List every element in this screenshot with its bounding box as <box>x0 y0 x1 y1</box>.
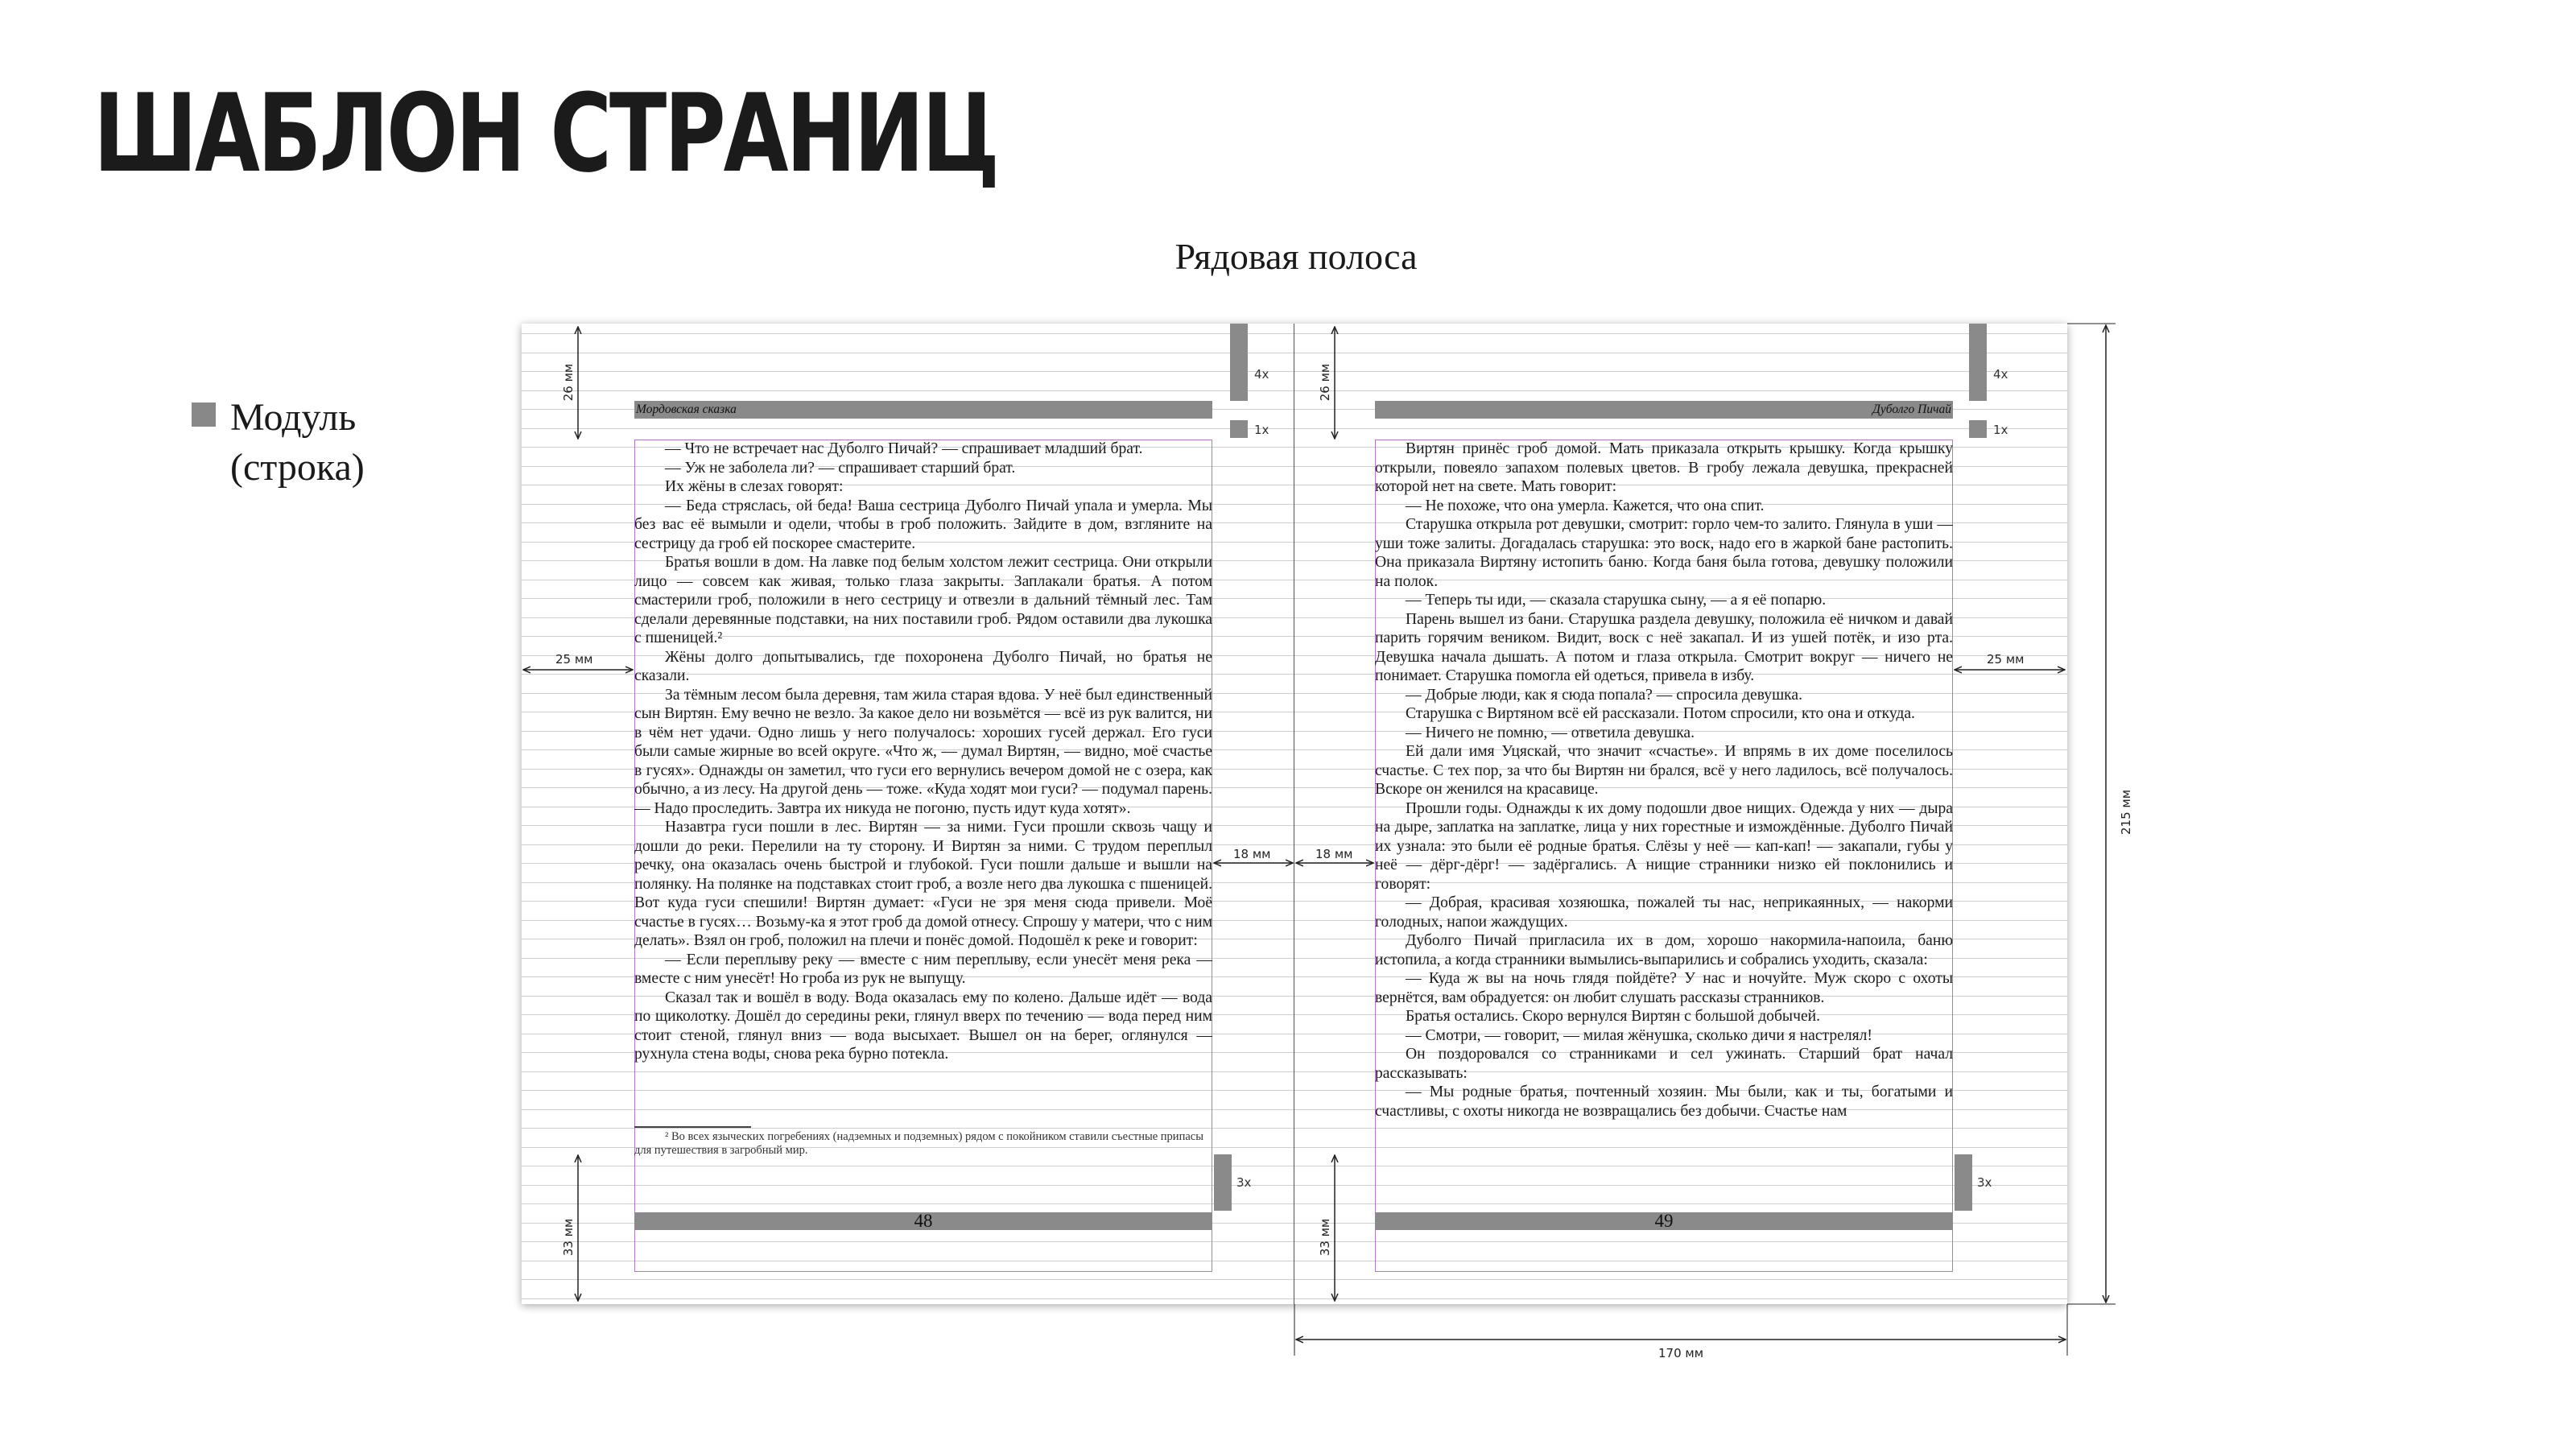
paragraph: — Беда стряслась, ой беда! Ваша сестрица Дуболго Пичай упала и умерла. Мы без вас её вымыли и одели, чтобы в гроб положить. Зайдите в дом, взгляните на сестрицу да гроб ей поскорее смастерите. <box>634 497 1212 552</box>
page-number-left: 48 <box>914 1211 933 1231</box>
page-number-right: 49 <box>1654 1211 1674 1231</box>
paragraph: За тёмным лесом была деревня, там жила старая вдова. У неё был единственный сын Виртян. Ему вечно не везло. За какое дело ни возьмётся — всё из рук валится, ни в чём нет удачи. Одно лишь у него получалось: хороших гусей держал. Его гуси были самые жирные во всей округе. «Что ж, — думал Виртян, — видно, моё счастье в гусях». Однажды он заметил, что гуси его вернулись вечером домой не с озера, как обычно, а из лесу. На другой день — тоже. «Куда ходят мои гуси? — подумал парень. — Надо проследить. Завтра их никуда не погоню, пусть идут куда хотят». <box>634 686 1212 817</box>
paragraph: Сказал так и вошёл в воду. Вода оказалась ему по колено. Дальше идёт — вода по щиколотку. Дошёл до середины реки, глянул вверх по течению — вода перед ним стоит стеной, глянул вниз — вода высыхает. Вышел он на берег, оглянулся — рухнула стена воды, снова река бурно потекла. <box>634 989 1212 1063</box>
module-label-4x-right: 4x <box>1993 367 2008 382</box>
module-label-1x-left: 1x <box>1254 423 1269 437</box>
dim-label-top-left: 26 мм <box>561 363 576 402</box>
module-label-4x-left: 4x <box>1254 367 1269 382</box>
module-label-3x-left: 3x <box>1236 1175 1252 1190</box>
paragraph: — Теперь ты иди, — сказала старушка сыну, — а я её попарю. <box>1406 592 1827 609</box>
paragraph: Жёны долго допытывались, где похоронена Дуболго Пичай, но братья не сказали. <box>634 648 1212 684</box>
paragraph: Старушка с Виртяном всё ей рассказали. Потом спросили, кто она и откуда. <box>1406 705 1915 722</box>
dim-label-top-right: 26 мм <box>1318 363 1332 402</box>
dim-label-outer-right: 25 мм <box>1987 652 2025 667</box>
module-label-3x-right: 3x <box>1977 1175 1992 1190</box>
paragraph: Ей дали имя Уцяскай, что значит «счастье». И впрямь в их доме поселилось счастье. С тех пор, за что бы Виртян ни брался, всё у него ладилось, всё получалось. Вскоре он женился на красавице. <box>1375 743 1953 798</box>
running-head-right: Дуболго Пичай <box>1872 402 1951 416</box>
paragraph: — Не похоже, что она умерла. Кажется, что она спит. <box>1406 497 1765 514</box>
paragraph: Их жёны в слезах говорят: <box>665 478 844 495</box>
dim-label-bottom-right: 33 мм <box>1318 1218 1332 1257</box>
paragraph: — Мы родные братья, почтенный хозяин. Мы были, как и ты, богатыми и счастливы, с охоты никогда не возвращались без добычи. Счастье нам <box>1375 1084 1953 1120</box>
paragraph: — Уж не заболела ли? — спрашивает старший брат. <box>665 459 1016 477</box>
paragraph: Братья вошли в дом. На лавке под белым холстом лежит сестрица. Они открыли лицо — совсем как живая, только глаза закрыты. Заплакали братья. А потом смастерили гроб, положили в него сестрицу и отвезли в дальний тёмный лес. Там сделали деревянные подставки, на них поставили гроб. Рядом оставили два лукошка с пшеницей.² <box>634 554 1212 646</box>
dim-label-inner-right: 18 мм <box>1315 847 1353 861</box>
paragraph: — Смотри, — говорит, — милая жёнушка, сколько дичи я настрелял! <box>1406 1026 1872 1044</box>
paragraph: Он поздоровался со странниками и сел ужинать. Старший брат начал рассказывать: <box>1375 1046 1953 1082</box>
dim-label-outer-left: 25 мм <box>555 652 593 667</box>
paragraph: Дуболго Пичай пригласила их в дом, хорошо накормила-напоила, баню истопила, а когда странники вымылись-выпарились и собрались уходить, сказала: <box>1375 932 1953 968</box>
legend-label-line1: Модуль <box>230 396 357 439</box>
paragraph: — Добрые люди, как я сюда попала? — спросила девушка. <box>1406 686 1802 704</box>
paragraph: Братья остались. Скоро вернулся Виртян с большой добычей. <box>1406 1008 1821 1025</box>
paragraph: — Что не встречает нас Дуболго Пичай? — спрашивает младший брат. <box>665 440 1143 457</box>
paragraph: Старушка открыла рот девушки, смотрит: горло чем-то залито. Глянула в уши — уши тоже залиты. Догадалась старушка: это воск, надо его в жаркой бане растопить. Она приказала Виртяну истопить баню. Когда баня была готова, девушку положили на полок. <box>1375 516 1953 590</box>
paragraph: Парень вышел из бани. Старушка раздела девушку, положила её ничком и давай парить горячим веником. Видит, воск с неё закапал. И из ушей потёк, и изо рта. Девушка начала дышать. А потом и глаза открыла. Смотрит вокруг — ничего не понимает. Старушка помогла ей одеться, привела в избу. <box>1375 610 1953 684</box>
dim-label-page-width: 170 мм <box>1658 1346 1704 1360</box>
paragraph: Назавтра гуси пошли в лес. Виртян — за ними. Гуси прошли сквозь чащу и дошли до реки. Перелили на ту сторону. И Виртян за ними. С трудом переплыл речку, она оказалась очень быстрой и глубокой. Гуси пошли дальше и вышли на полянку. На полянке на подставках стоит гроб, а возле него два лукошка с пшеницей. Вот куда гуси спешили! Виртян думает: «Гуси не зря меня сюда привели. Моё счастье в гусях… Возьму-ка я этот гроб да домой отнесу. Спрошу у матери, что с ним делать». Взял он гроб, положил на плечи и понёс домой. Подошёл к реке и говорит: <box>634 819 1212 949</box>
paragraph: — Ничего не помню, — ответила девушка. <box>1406 724 1695 741</box>
slide-title: ШАБЛОН СТРАНИЦ <box>93 71 997 196</box>
paragraph: — Куда ж вы на ночь глядя пойдёте? У нас и ночуйте. Муж скоро с охоты вернётся, вам обрадуется: он любит слушать рассказы странников. <box>1375 970 1953 1006</box>
paragraph: — Если переплыву реку — вместе с ним переплыву, если унесёт меня река — вместе с ним унесёт! Но гроба из рук не выпущу. <box>634 951 1212 987</box>
dim-label-page-height: 215 мм <box>2119 789 2133 836</box>
paragraph: Виртян принёс гроб домой. Мать приказала открыть крышку. Когда крышку открыли, повеяло запахом полевых цветов. В гробу лежала девушка, прекрасней которой нет на свете. Мать говорит: <box>1375 440 1953 495</box>
paragraph: Прошли годы. Однажды к их дому подошли двое нищих. Одежда у них — дыра на дыре, заплатка на заплатке, лица у них горестные и измождённые. Дуболго Пичай их узнала: это были её родные братья. Слёзы у неё — кап-кап! — закапали, губы у неё — дёрг-дёрг! — задёргались. А нищие странники низко ей поклонились и говорят: <box>1375 799 1953 893</box>
dim-label-inner-left: 18 мм <box>1233 847 1271 861</box>
running-head-left: Мордовская сказка <box>636 402 737 416</box>
legend-label-line2: (строка) <box>230 446 365 489</box>
paragraph: — Добрая, красивая хозяюшка, пожалей ты нас, неприкаянных, — накорми голодных, напои жаждущих. <box>1375 894 1953 931</box>
module-label-1x-right: 1x <box>1993 423 2008 437</box>
dim-label-bottom-left: 33 мм <box>561 1218 576 1257</box>
slide-subtitle: Рядовая полоса <box>1174 236 1418 277</box>
footnote-left: ² Во всех языческих погребениях (надземных и подземных) рядом с покойником ставили съестные припасы для путешествия в загробный мир. <box>634 1130 1203 1157</box>
